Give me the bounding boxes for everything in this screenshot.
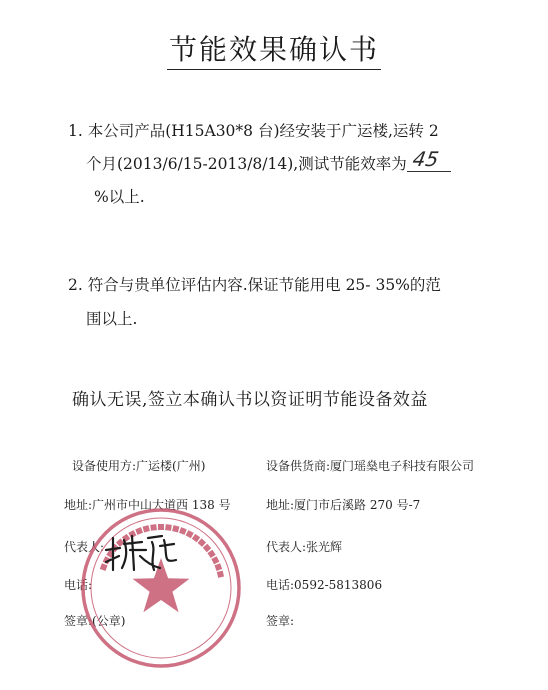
seal-text-mark <box>194 536 197 541</box>
item-1-line-1: 1. 本公司产品(H15A30*8 台)经安装于广运楼,运转 2 <box>68 122 439 140</box>
item-1-line-3: %以上. <box>94 188 145 206</box>
right-seal: 签章: <box>266 614 295 628</box>
seal-text-mark <box>218 574 224 575</box>
item-1-line-2-text: 个月(2013/6/15-2013/8/14),测试节能效率为 <box>86 155 407 173</box>
left-user: 设备使用方:广运楼(广州) <box>72 459 206 473</box>
item-2-line-1: 2. 符合与贵单位评估内容.保证节能用电 25- 35%的范 <box>68 276 441 294</box>
left-seal: 签章:(公章) <box>64 614 126 628</box>
seal-text-mark <box>200 540 204 544</box>
confirmation-statement: 确认无误,签立本确认书以资证明节能设备效益 <box>72 390 428 410</box>
efficiency-rate-field <box>407 147 451 172</box>
right-supplier: 设备供货商:厦门瑶燊电子科技有限公司 <box>266 459 475 473</box>
right-rep: 代表人:张光辉 <box>266 540 343 554</box>
seal-text-mark <box>188 531 191 536</box>
seal-text-mark <box>182 528 184 534</box>
seal-text-mark <box>209 552 214 555</box>
left-rep: 代表人: <box>64 540 105 554</box>
left-address: 地址:广州市中山大道西 138 号 <box>64 498 231 512</box>
item-1-line-2 <box>68 147 451 177</box>
item-1 <box>68 118 451 210</box>
left-phone: 电话: <box>64 578 93 592</box>
seal-text-mark <box>205 546 210 550</box>
seal-text-mark <box>216 566 222 568</box>
document-title: 节能效果确认书 <box>0 28 548 68</box>
right-address: 地址:厦门市后溪路 270 号-7 <box>266 498 421 512</box>
item-2 <box>68 272 441 332</box>
handwritten-signature <box>102 530 180 574</box>
seal-text-mark <box>213 559 218 562</box>
handwritten-rate: 45 <box>410 147 441 171</box>
right-phone: 电话:0592-5813806 <box>266 578 383 592</box>
item-2-line-2: 围以上. <box>86 310 138 328</box>
